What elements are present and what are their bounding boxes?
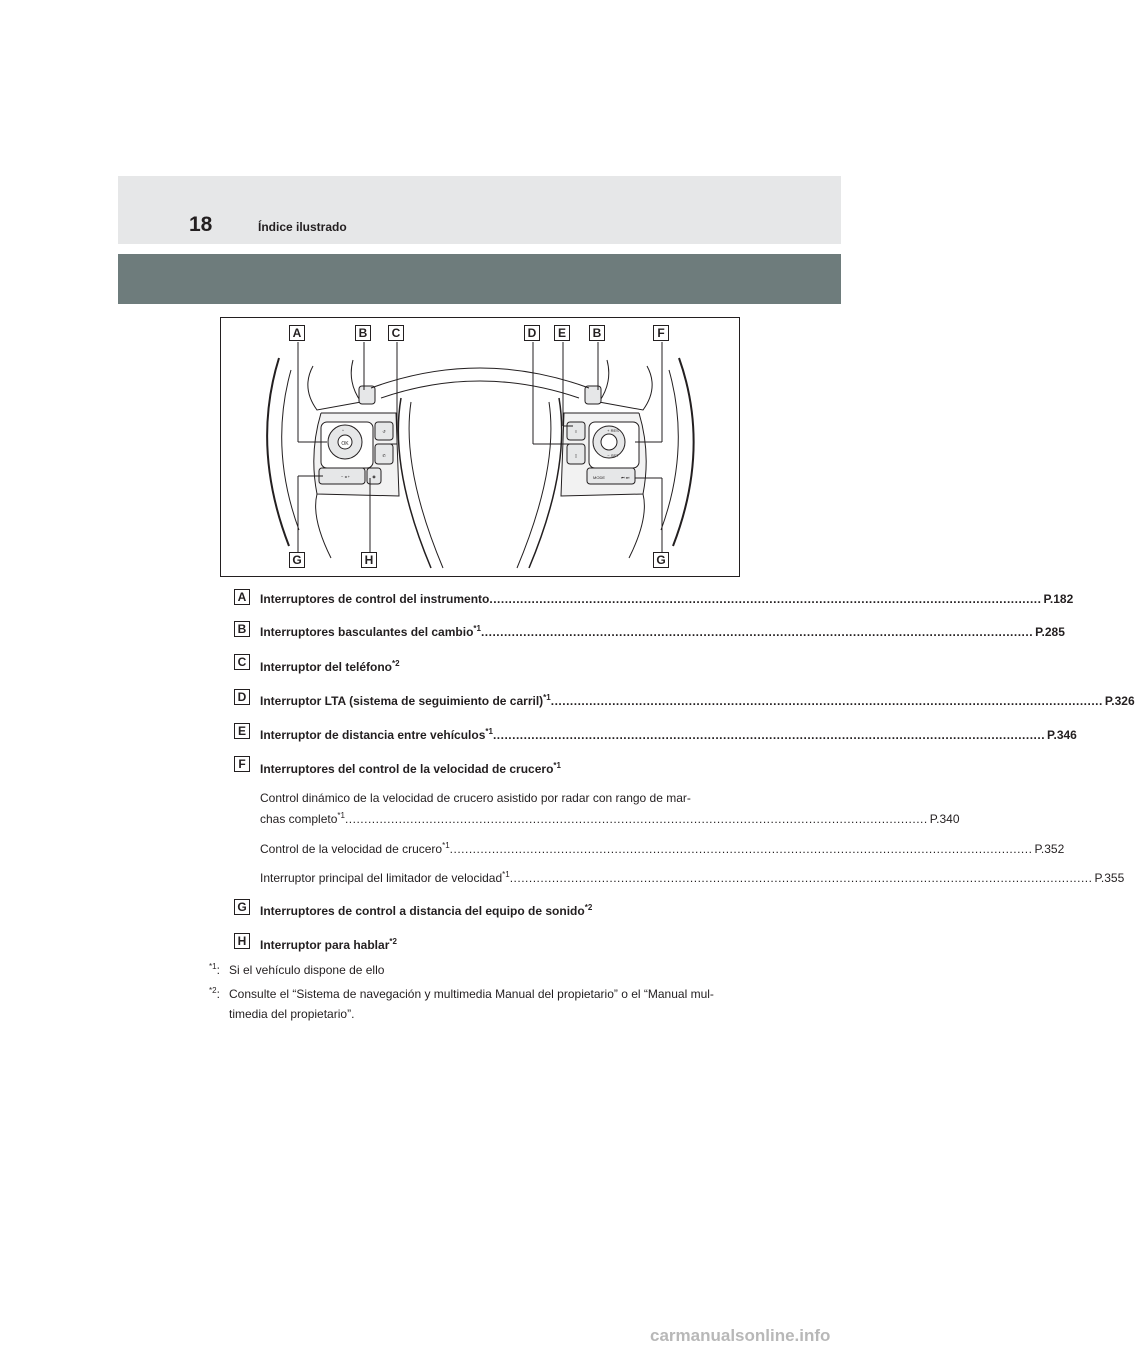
paddle-left-outline [308,360,361,410]
item-h-text: Interruptor para hablar [260,938,390,952]
item-f [260,762,710,776]
item-f-sup: *1 [553,761,561,770]
fig-label-d: D [524,325,540,341]
lane-icon: ▯ [574,453,578,458]
sub-item-2-sup: *1 [442,841,450,850]
fig-label-g-right: G [653,552,669,568]
item-badge-h: H [234,933,250,949]
sub-item-3-text: Interruptor principal del limitador de velocidad [260,871,503,885]
ok-label: OK [341,441,349,447]
hub-top-inner [381,381,579,398]
spoke-left-lower [316,494,331,558]
set-label: − SET [607,453,619,458]
item-h [260,938,710,952]
item-c-sup: *2 [392,659,400,668]
item-g [260,904,710,918]
item-b-page[interactable]: P.285 [1035,625,1065,639]
column-right-outer [529,398,562,568]
steering-wheel-figure [220,317,740,577]
page-header [118,176,841,244]
section-title: Índice ilustrado [258,220,347,234]
sub-item-1-sup: *1 [337,811,345,820]
fig-label-e: E [554,325,570,341]
item-d-sup: *1 [543,693,551,702]
mic-icon: ◉ [372,474,376,479]
item-badge-a: A [234,589,250,605]
sub-item-3: Interruptor principal del limitador de velocidad$^{*1}$ ........................................................................................................................................................ P.355 [260,870,1125,885]
footnote-2-text: Consulte el “Sistema de navegación y multimedia Manual del propietario” o el “Manual mul- [229,987,714,1001]
item-d-text: Interruptor LTA (sistema de seguimiento de carril) [260,694,544,708]
phone-icon: ✆ [382,453,386,458]
rim-right-outer [673,358,694,546]
mode-label: MODE [593,475,605,480]
sub-item-1: chas completo$^{*1}$ ........................................................................................................................................................ P.340 [260,811,960,826]
item-badge-d: D [234,689,250,705]
item-a-text: Interruptores de control del instrumento [260,592,490,606]
sub-item-3-page[interactable]: P.355 [1094,871,1125,885]
sub-item-2-text: Control de la velocidad de crucero [260,842,443,856]
sub-item-1-page[interactable]: P.340 [929,812,960,826]
item-b-text: Interruptores basculantes del cambio [260,625,474,639]
item-c-text: Interruptor del teléfono [260,660,392,674]
paddle-right-outline [599,360,652,410]
volume-icon: − ◂ + [341,474,350,479]
fig-label-a: A [289,325,305,341]
rim-left-inner [282,370,299,530]
item-badge-g: G [234,899,250,915]
page-number: 18 [189,213,213,236]
paddle-left-tab [359,386,375,404]
sub-item-1-line1: Control dinámico de la velocidad de crucero asistido por radar con rango de mar- [260,791,691,805]
footnote-2: $^{*2}$: Consulte el “Sistema de navegación y multimedia Manual del propietario” o el “Manual mul- timedia del propietario”. [209,986,714,1021]
fig-label-b-right: B [589,325,605,341]
footnote-1: $^{*1}$: Si el vehículo dispone de ello [209,962,385,977]
item-f-text: Interruptores del control de la velocidad de crucero [260,762,554,776]
footnote-2-mark: *2 [209,986,217,995]
item-a: Interruptores de control del instrumento ................................................................................................................................................ P.182 [260,592,1074,606]
spoke-right-lower [629,494,644,558]
fig-label-c: C [388,325,404,341]
item-c [260,660,710,674]
watermark: carmanualsonline.info [650,1326,831,1345]
steering-wheel-illustration [221,318,739,576]
item-badge-f: F [234,756,250,772]
res-label: + RES [607,428,619,433]
fig-label-f: F [653,325,669,341]
cruise-center [601,434,617,450]
item-b: Interruptores basculantes del cambio$^{*1}$ ................................................................................................................................................ P.285 [260,624,1065,639]
column-right-inner [517,402,551,568]
hub-top-outer [371,368,589,388]
item-e: Interruptor de distancia entre vehículos$^{*1}$ ................................................................................................................................................ P.346 [260,727,1077,742]
rim-left-outer [267,358,289,546]
item-e-page[interactable]: P.346 [1047,728,1077,742]
item-e-text: Interruptor de distancia entre vehículos [260,728,486,742]
item-badge-c: C [234,654,250,670]
footnote-1-text: Si el vehículo dispone de ello [229,963,385,977]
item-a-page[interactable]: P.182 [1043,592,1074,606]
track-icon: ⏮ ⏭ [621,475,630,480]
item-d-page[interactable]: P.326 [1104,694,1135,708]
fig-label-h: H [361,552,377,568]
column-left-inner [409,402,443,568]
footnote-2-text-line2: timedia del propietario”. [229,1007,355,1021]
distance-icon: ≡ [574,429,578,434]
sub-item-1-text: chas completo [260,812,338,826]
item-badge-e: E [234,723,250,739]
footnote-1-mark: *1 [209,962,217,971]
dpad-up-icon: ^ [342,428,344,433]
column-left-outer [398,398,431,568]
paddle-right-tab [585,386,601,404]
item-badge-b: B [234,621,250,637]
item-b-sup: *1 [473,624,481,633]
fig-label-b-left: B [355,325,371,341]
item-h-sup: *2 [389,937,397,946]
fig-label-g-left: G [289,552,305,568]
sub-item-2: Control de la velocidad de crucero$^{*1}$ ........................................................................................................................................................ P.352 [260,841,1065,856]
title-band [118,254,841,304]
item-g-text: Interruptores de control a distancia del equipo de sonido [260,904,585,918]
rim-right-inner [661,370,678,530]
return-icon: ↺ [382,429,386,434]
sub-item-3-sup: *1 [502,870,510,879]
item-g-sup: *2 [584,903,593,912]
item-d: Interruptor LTA (sistema de seguimiento de carril)$^{*1}$ ................................................................................................................................................ P.326 [260,693,1135,708]
sub-item-2-page[interactable]: P.352 [1034,842,1065,856]
item-e-sup: *1 [485,727,493,736]
